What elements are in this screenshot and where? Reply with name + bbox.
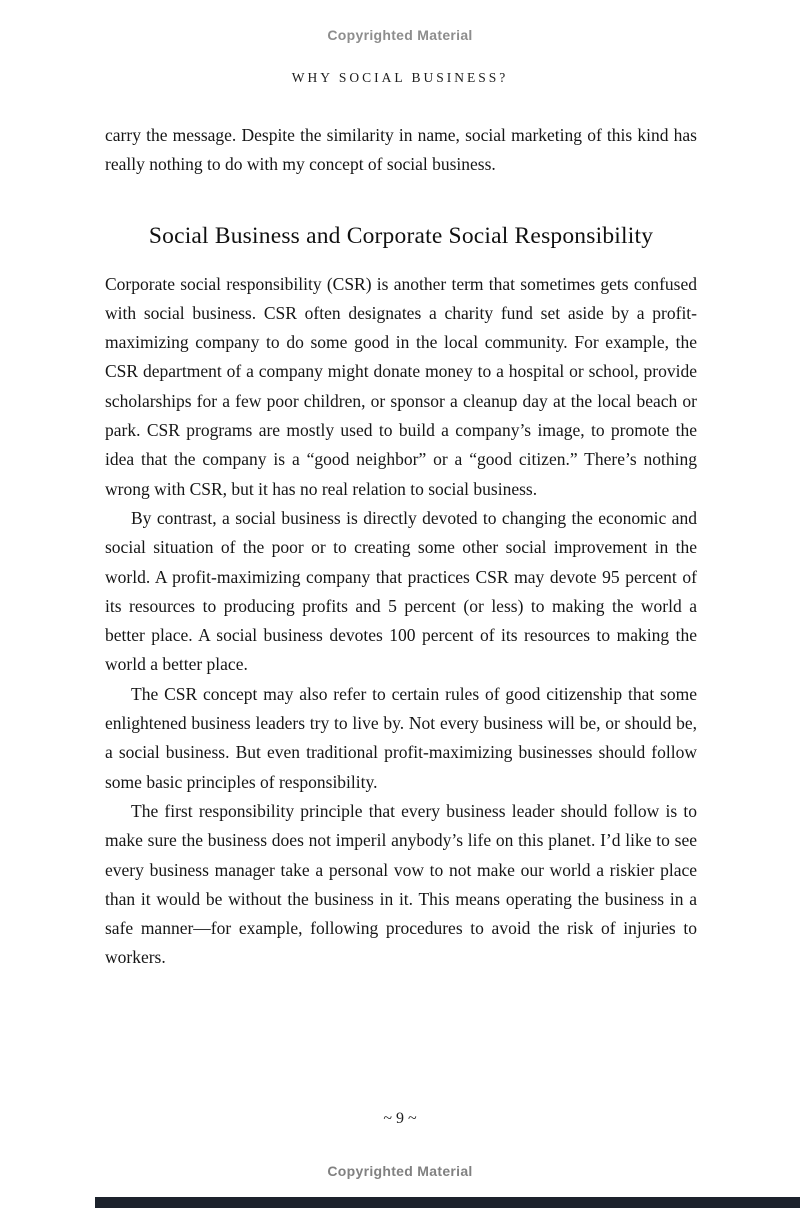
paragraph: The first responsibility principle that every business leader should follow is to make sure the business does not imperil anybody’s life on this planet. I’d like to see every business manager take a personal vow to not make our world a riskier place than it would be without the business in it. This means operating the business in a safe manner—for example, following procedures to avoid the risk of injuries to workers. [105, 800, 697, 968]
intro-paragraph: carry the message. Despite the similarity in name, social marketing of this kind has really nothing to do with my concept of social business. [105, 125, 697, 175]
paragraph: Corporate social responsibility (CSR) is another term that sometimes gets confused with social business. CSR often designates a charity fund set aside by a profit-maximizing company to do some good in the local community. For example, the CSR department of a company might donate money to a hospital or school, provide scholarships for a few poor children, or sponsor a cleanup day at the local beach or park. CSR programs are mostly used to build a company’s image, to promote the idea that the company is a “good neighbor” or a “good citizen.” There’s nothing wrong with CSR, but it has no real relation to social business. [105, 273, 697, 499]
paragraph: The CSR concept may also refer to certain rules of good citizenship that some enlightened business leaders try to live by. Not every business will be, or should be, a social business. But even traditional profit-maximizing businesses should follow some basic principles of responsibility. [105, 683, 697, 792]
page-content [105, 121, 697, 973]
copyright-bottom-notice: Copyrighted Material [327, 1163, 473, 1179]
page-number: ~ 9 ~ [383, 1110, 417, 1127]
running-header: WHY SOCIAL BUSINESS? [291, 70, 509, 85]
section-heading: Social Business and Corporate Social Responsibility [148, 222, 654, 249]
paragraph: By contrast, a social business is directly devoted to changing the economic and social situation of the poor or to creating some other social improvement in the world. A profit-maximizing company that practices CSR may devote 95 percent of its resources to producing profits and 5 percent (or less) to making the world a better place. A social business devotes 100 percent of its resources to making the world a better place. [105, 507, 697, 675]
book-edge-bar [95, 1197, 800, 1208]
copyright-top-notice: Copyrighted Material [327, 27, 473, 43]
